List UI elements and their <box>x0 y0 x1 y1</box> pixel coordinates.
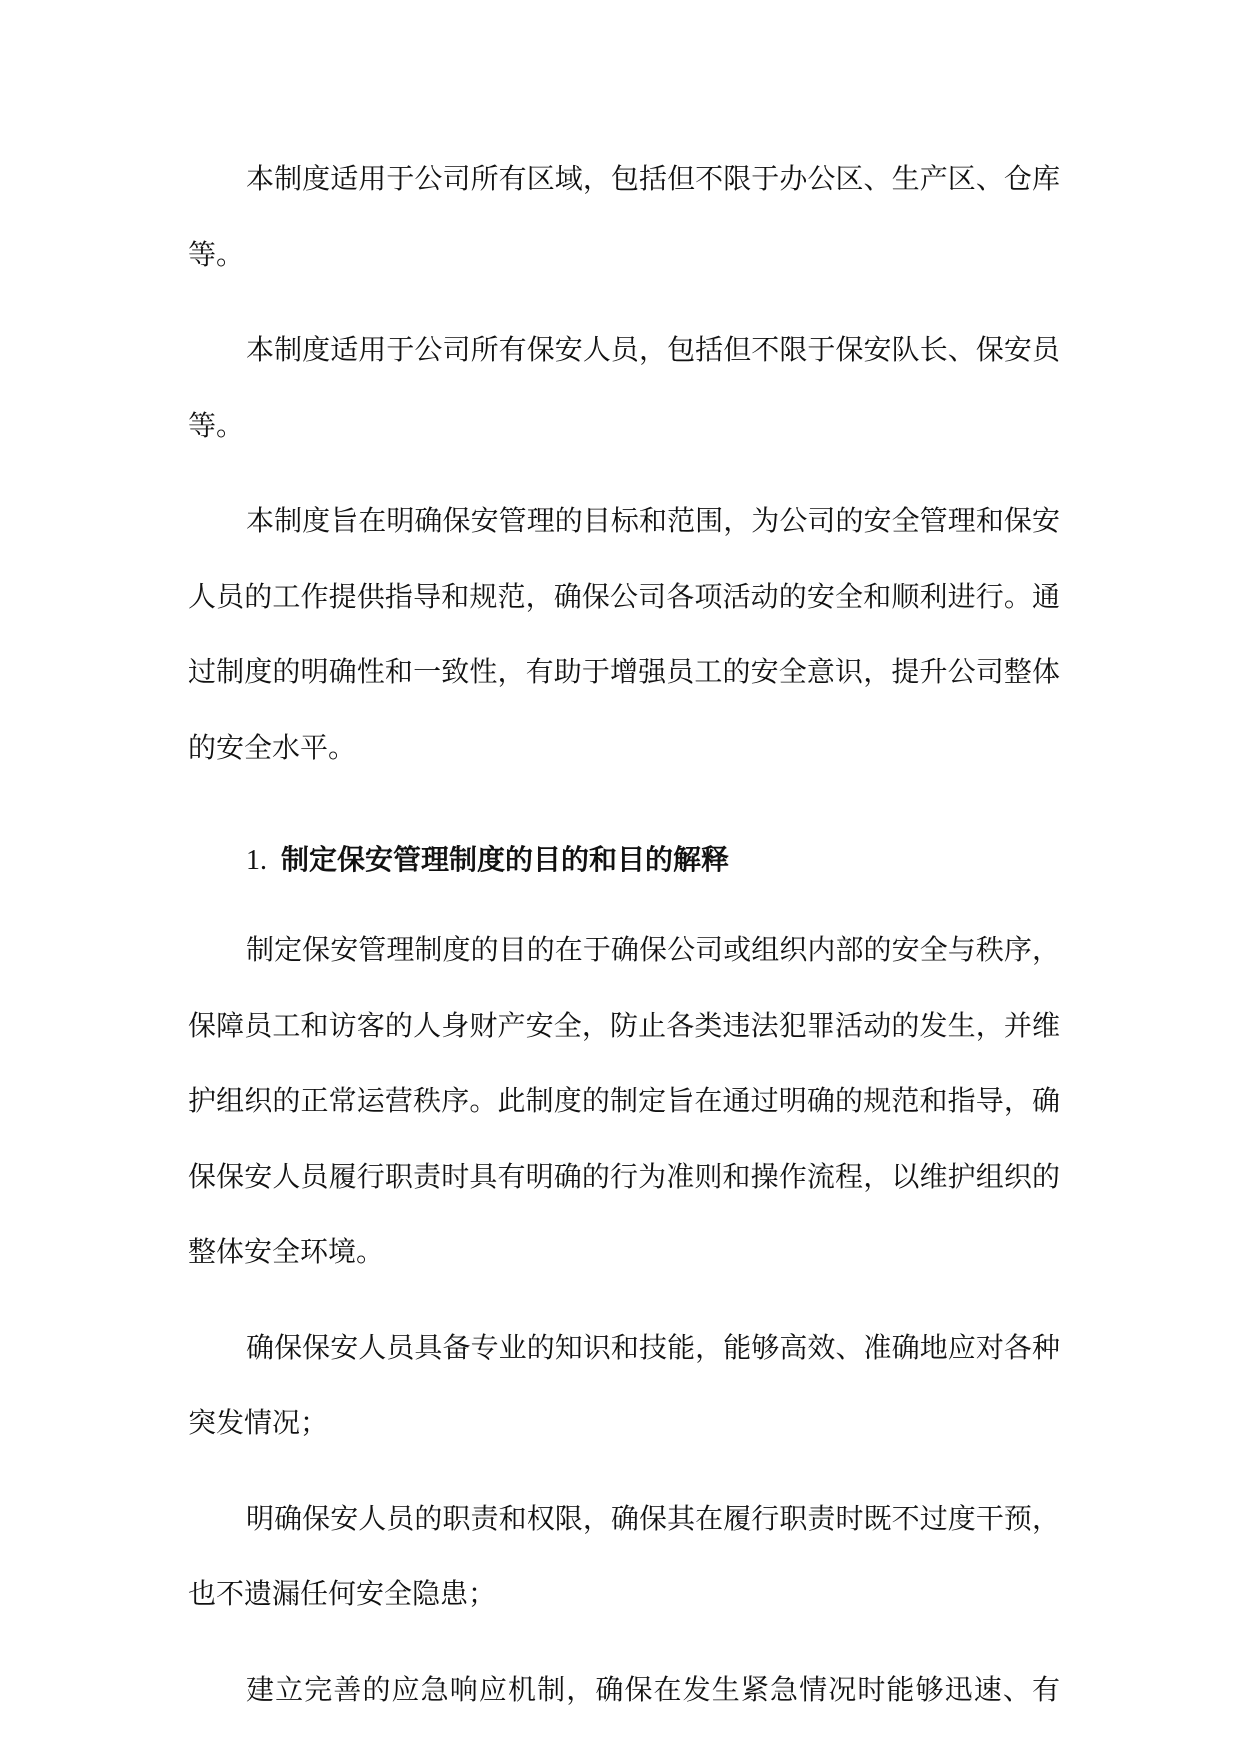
section-number: 1. <box>246 845 267 876</box>
document-body <box>188 141 1060 1747</box>
paragraph-purpose-summary: 本制度旨在明确保安管理的目标和范围，为公司的安全管理和保安人员的工作提供指导和规范，确保公司各项活动的安全和顺利进行。通过制度的明确性和一致性，有助于增强员工的安全意识，提升公司整体的安全水平。 <box>188 504 1060 764</box>
paragraph-professional-skills: 确保保安人员具备专业的知识和技能，能够高效、准确地应对各种突发情况； <box>188 1330 1060 1439</box>
section-heading <box>188 830 1060 891</box>
section-title: 制定保安管理制度的目的和目的解释 <box>281 843 730 876</box>
paragraph-scope-areas: 本制度适用于公司所有区域，包括但不限于办公区、生产区、仓库等。 <box>188 162 1060 271</box>
paragraph-emergency-response: 建立完善的应急响应机制，确保在发生紧急情况时能够迅速、有 <box>246 1672 1060 1706</box>
paragraph-purpose-explanation: 制定保安管理制度的目的在于确保公司或组织内部的安全与秩序，保障员工和访客的人身财产安全，防止各类违法犯罪活动的发生，并维护组织的正常运营秩序。此制度的制定旨在通过明确的规范和指导，确保保安人员履行职责时具有明确的行为准则和操作流程，以维护组织的整体安全环境。 <box>188 933 1060 1268</box>
paragraph-scope-personnel: 本制度适用于公司所有保安人员，包括但不限于保安队长、保安员等。 <box>188 333 1060 442</box>
paragraph-duties-authority: 明确保安人员的职责和权限，确保其在履行职责时既不过度干预，也不遗漏任何安全隐患； <box>188 1501 1060 1610</box>
